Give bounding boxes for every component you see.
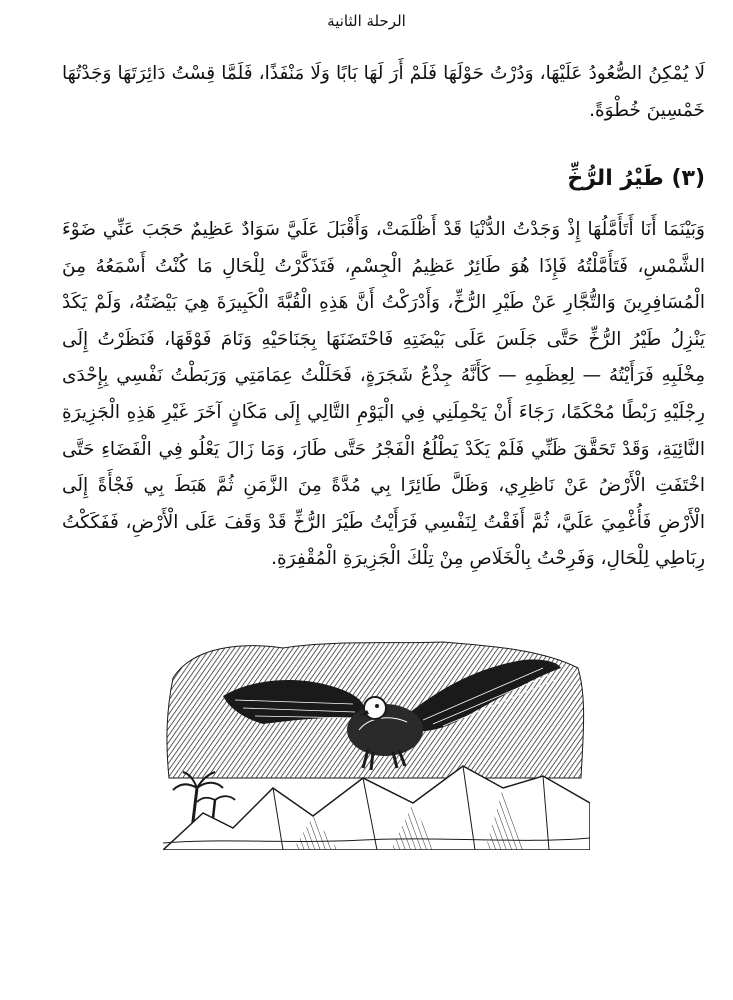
roc-head — [364, 697, 386, 719]
mountains — [163, 766, 590, 850]
roc-engraving — [163, 638, 590, 850]
paragraph-main: وَبَيْنَمَا أَنَا أَتَأَمَّلُهَا إِذْ وَجَدْتُ الدُّنْيَا قَدْ أَظْلَمَتْ، وَأَقْبَلَ عَلَيَّ سَوَادٌ عَظِيمٌ حَجَبَ عَنِّي ضَوْءَ الشَّمْسِ، فَتَأَمَّلْتُهُ فَإِذَا هُوَ طَائِرٌ عَظِيمُ الْجِسْمِ، فَتَذَكَّرْتُ لِلْحَالِ مَا كُنْتُ أَسْمَعُهُ مِنَ الْمُسَافِرِينَ وَالتُّجَّارِ عَنْ طَيْرِ الرُّخِّ، وَأَدْرَكْتُ أَنَّ هَذِهِ الْقُبَّةَ الْكَبِيرَةَ هِيَ بَيْضَتُهُ، وَلَمْ يَكَدْ يَنْزِلُ طَيْرُ الرُّخِّ حَتَّى جَلَسَ عَلَى بَيْضَتِهِ فَاحْتَضَنَهَا بِجَنَاحَيْهِ وَنَامَ فَوْقَهَا، فَنَظَرْتُ إِلَى مِخْلَبِهِ فَرَأَيْتُهُ — لِعِظَمِهِ — كَأَنَّهُ جِذْعُ شَجَرَةٍ، فَحَلَلْتُ عِمَامَتِي وَرَبَطْتُ نَفْسِي بِإِحْدَى رِجْلَيْهِ رَبْطًا مُحْكَمًا، رَجَاءَ أَنْ يَحْمِلَنِي فِي الْيَوْمِ التَّالِي إِلَى مَكَانٍ آخَرَ غَيْرِ هَذِهِ الْجَزِيرَةِ النَّائِيَةِ، وَقَدْ تَحَقَّقَ ظَنِّي فَلَمْ يَكَدْ يَطْلُعُ الْفَجْرُ حَتَّى طَارَ، وَمَا زَالَ يَعْلُو فِي الْفَضَاءِ حَتَّى اخْتَفَتِ الْأَرْضُ عَنْ نَاظِرِي، وَظَلَّ طَائِرًا بِي مُدَّةً مِنَ الزَّمَنِ ثُمَّ هَبَطَ بِي فَجْأَةً إِلَى الْأَرْضِ فَأُغْمِيَ عَلَيَّ، ثُمَّ أَفَقْتُ لِنَفْسِي فَرَأَيْتُ طَيْرَ الرُّخِّ قَدْ وَقَفَ عَلَى الْأَرْضِ، فَفَكَكْتُ رِبَاطِي لِلْحَالِ، وَفَرِحْتُ بِالْخَلَاصِ مِنْ تِلْكَ الْجَزِيرَةِ الْمُقْفِرَةِ. — [62, 219, 705, 570]
paragraph-continuation: لَا يُمْكِنُ الصُّعُودُ عَلَيْهَا، وَدُرْتُ حَوْلَهَا فَلَمْ أَرَ لَهَا بَابًا وَلَا مَنْفَذًا، فَلَمَّا قِسْتُ دَائِرَتَهَا وَجَدْتُهَا خَمْسِينَ خُطْوَةً. — [62, 63, 705, 121]
section-heading: (٣) طَيْرُ الرُّخِّ — [567, 166, 705, 191]
running-header: الرحلة الثانية — [327, 12, 406, 30]
roc-illustration — [163, 638, 590, 850]
